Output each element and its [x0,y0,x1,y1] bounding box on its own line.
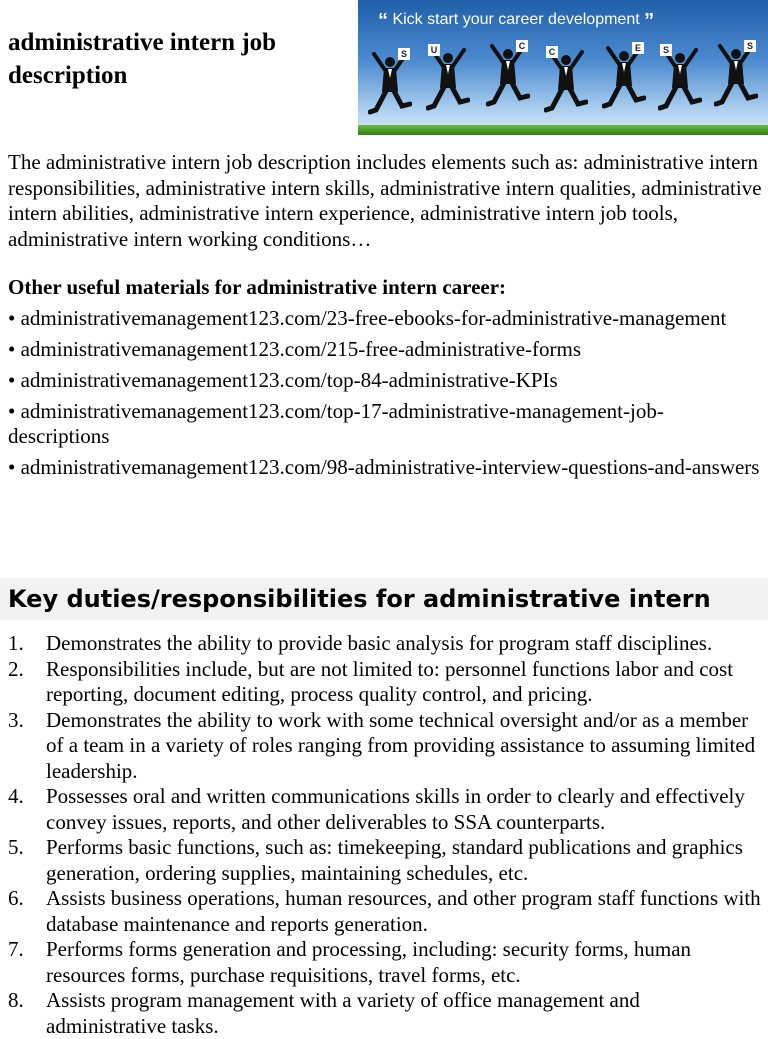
jumping-person-figure [658,44,702,118]
duty-item [8,937,763,988]
duty-item [8,988,763,1039]
duty-text: Responsibilities include, but are not limited to: personnel functions labor and cost reporting, document editing, process quality control, and pricing. [46,656,734,706]
duty-number: 7. [8,937,24,961]
duty-text: Assists program management with a variety of office management and administrative tasks. [46,988,640,1038]
banner-image [358,0,768,135]
duty-number: 6. [8,886,24,910]
jumping-person-figure [602,42,646,116]
letter-sign: U [428,44,440,56]
duty-item [8,784,763,835]
material-link[interactable]: • administrativemanagement123.com/98-administrative-interview-questions-and-answers [8,455,760,479]
letter-sign: S [744,40,756,52]
duty-item [8,631,763,657]
grass-strip [358,125,768,135]
letter-sign: S [660,44,672,56]
duty-number: 1. [8,631,24,655]
duty-text: Performs basic functions, such as: timekeeping, standard publications and graphics generation, ordering supplies, maintaining schedules, etc. [46,835,743,885]
material-link[interactable]: • administrativemanagement123.com/top-84-administrative-KPIs [8,368,558,392]
page-title: administrative intern job description [8,29,277,89]
duty-number: 4. [8,784,24,808]
letter-sign: S [398,48,410,60]
duty-item [8,835,763,886]
duty-number: 3. [8,707,24,732]
duty-item [8,657,763,708]
duty-text: Performs forms generation and processing, including: security forms, human resources forms, purchase requisitions, travel forms, etc. [46,937,692,987]
materials-heading: Other useful materials for administrative intern career: [8,275,507,299]
jumping-person-figure [426,44,470,118]
banner-quote [378,10,654,33]
duty-item [8,886,763,937]
letter-sign: C [546,46,558,58]
jumping-person-figure [486,40,530,114]
duties-heading: Key duties/responsibilities for administrative intern [8,585,711,613]
letter-sign: E [632,42,644,54]
close-quote-icon: ” [644,10,655,32]
banner-quote-text: Kick start your career development [392,11,640,28]
materials-link-list [8,306,763,486]
jumping-person-figure [368,48,412,122]
duty-text: Demonstrates the ability to provide basic analysis for program staff disciplines. [46,631,713,655]
duty-text: Assists business operations, human resources, and other program staff functions with database maintenance and reports generation. [46,886,761,936]
material-link[interactable]: • administrativemanagement123.com/top-17-administrative-management-job-descriptions [8,399,664,448]
open-quote-icon: “ [378,10,388,32]
duty-text: Possesses oral and written communications skills in order to clearly and effectively convey issues, reports, and other deliverables to SSA counterparts. [46,784,745,834]
jumping-person-figure [714,40,758,114]
letter-sign: C [516,40,528,52]
material-link[interactable]: • administrativemanagement123.com/215-free-administrative-forms [8,337,581,361]
duty-number: 2. [8,656,24,681]
duties-list [8,631,763,1039]
intro-paragraph: The administrative intern job description includes elements such as: administrative intern responsibilities, administrative intern skills, administrative intern qualities, administrative intern abilities, administrative intern experience, administrative intern job tools, administrative intern working conditions… [8,150,762,251]
duty-text: Demonstrates the ability to work with some technical oversight and/or as a member of a team in a variety of roles ranging from providing assistance to assuming limited leadership. [46,707,756,783]
duty-number: 8. [8,988,24,1012]
jumping-person-figure [544,46,588,120]
material-link[interactable]: • administrativemanagement123.com/23-free-ebooks-for-administrative-management [8,306,727,330]
duty-item [8,708,763,785]
duty-number: 5. [8,835,24,859]
section-header-band [0,578,768,620]
